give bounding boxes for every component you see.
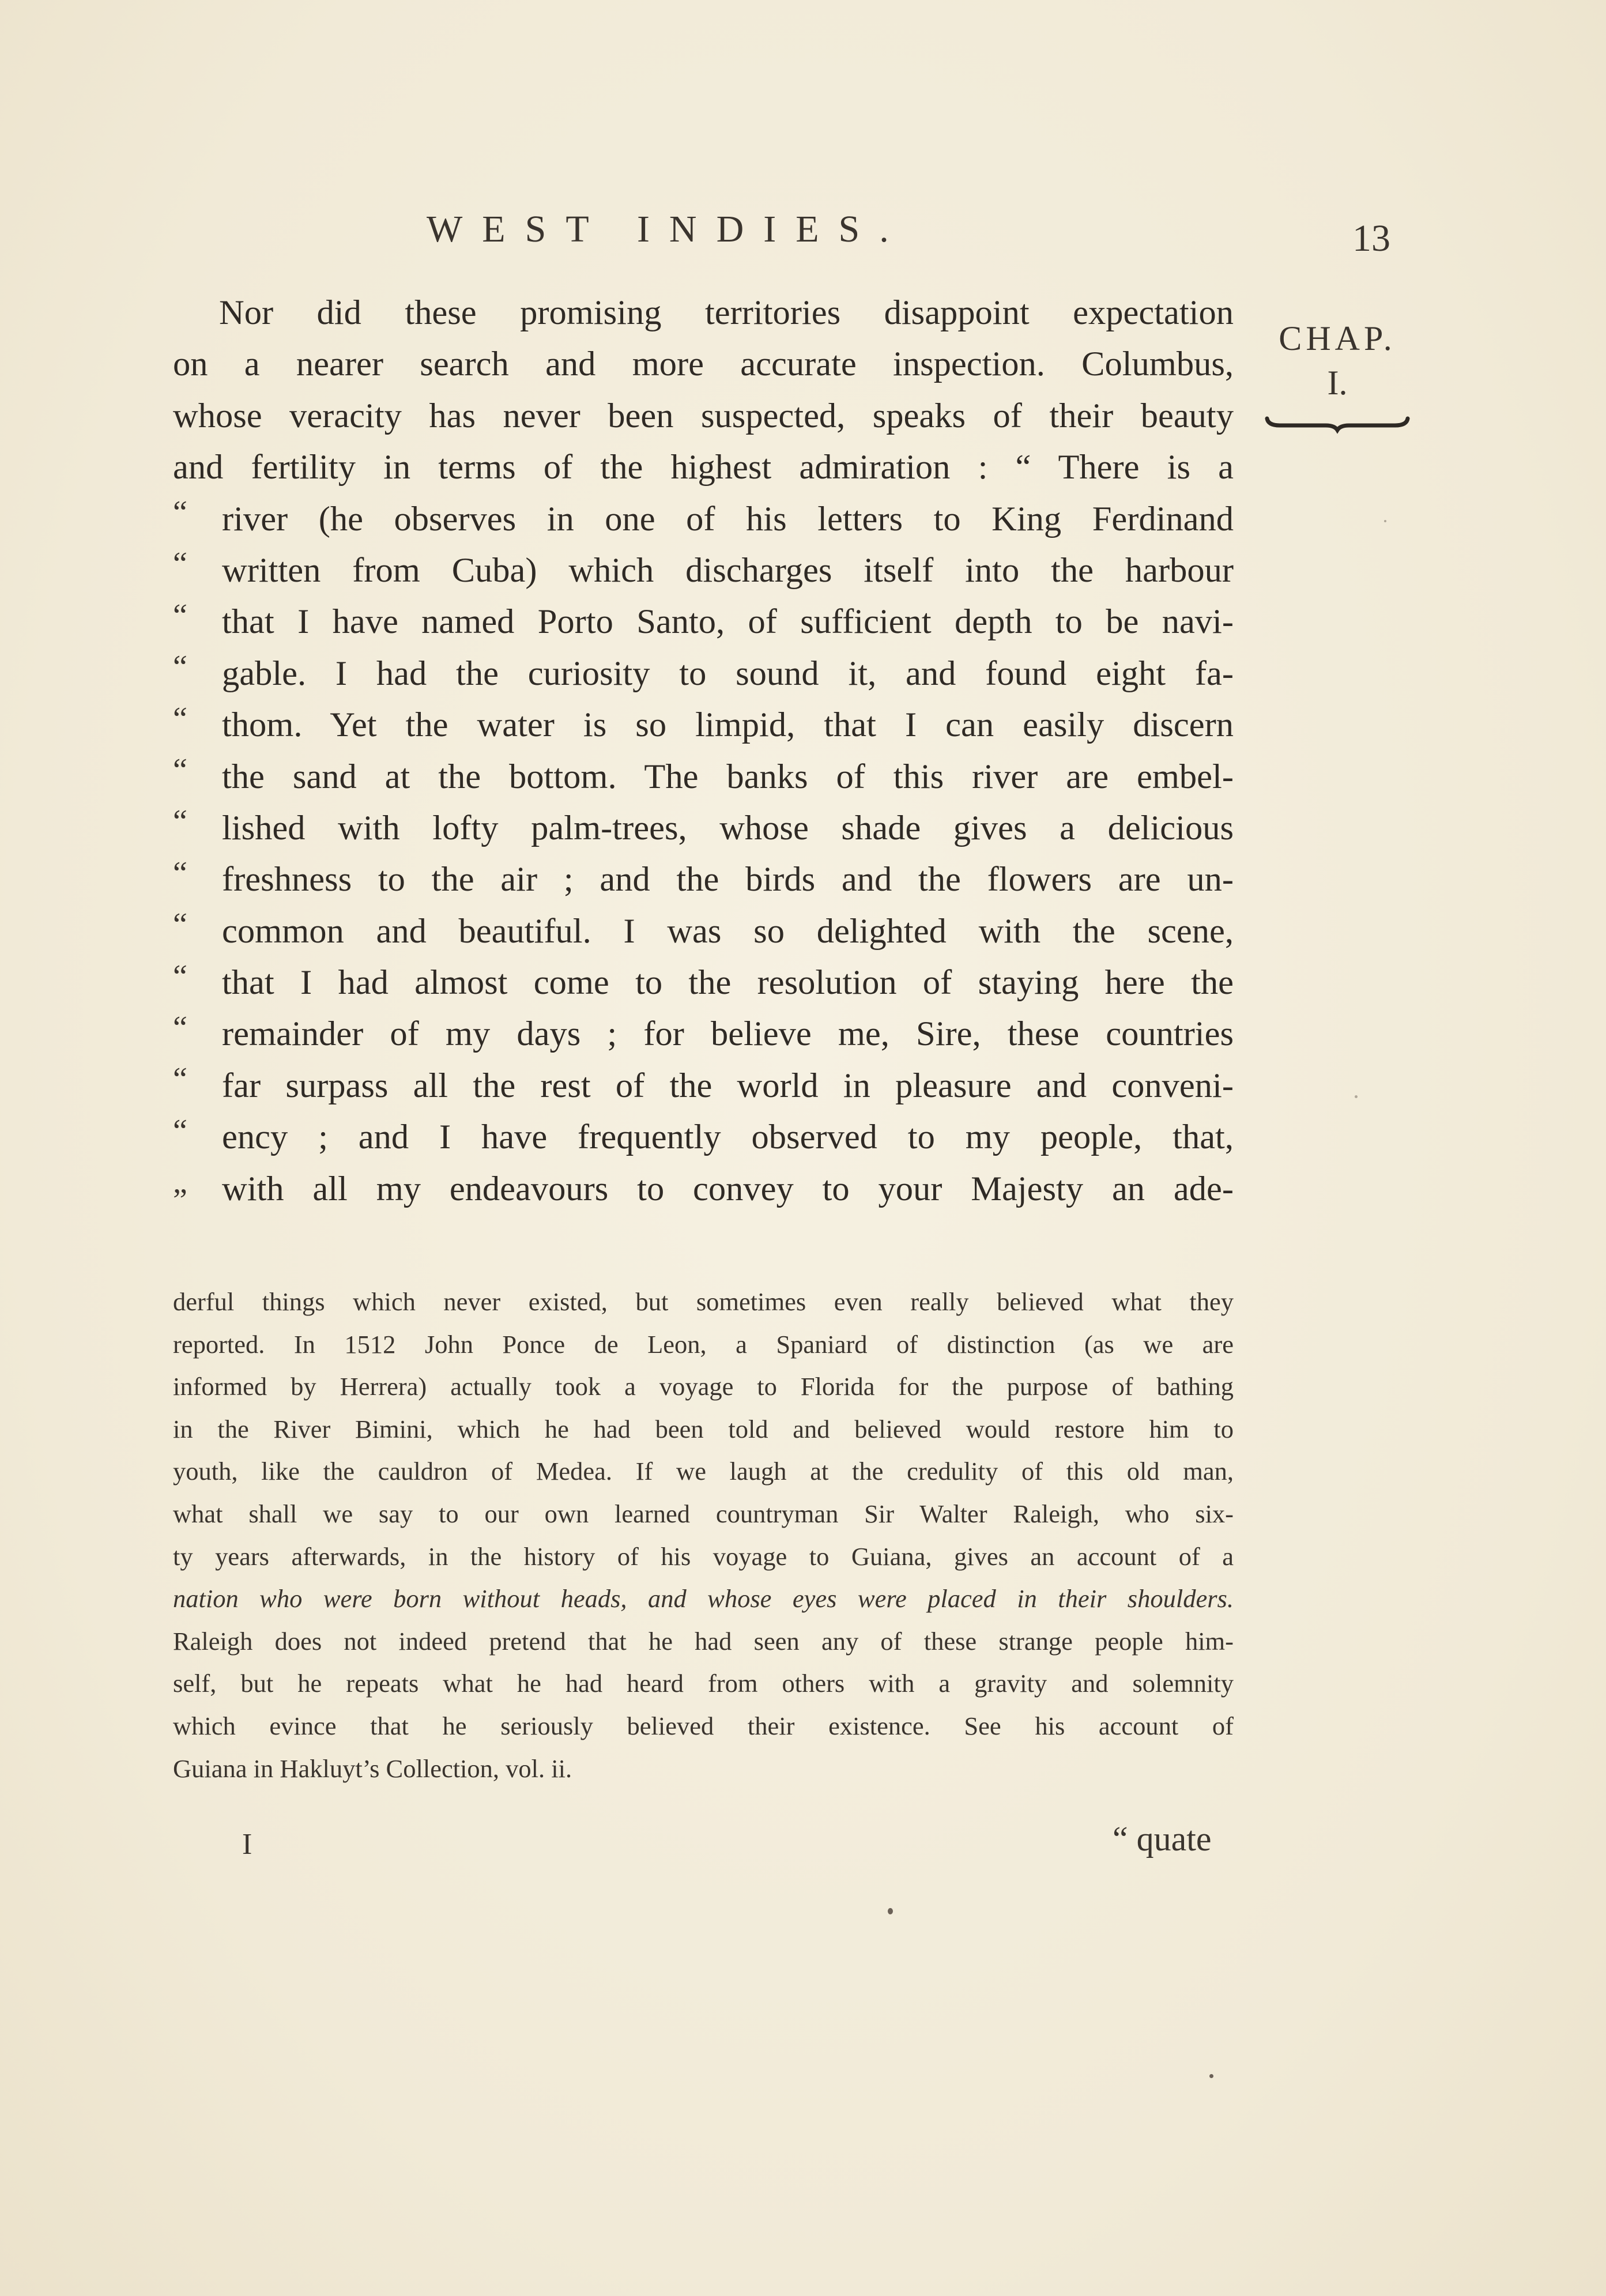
- footnote-line: informed by Herrera) actually took a voyage to Florida for the purpose of bathing: [173, 1372, 1234, 1401]
- footnote-line: youth, like the cauldron of Medea. If we laugh at the credulity of this old man,: [173, 1457, 1234, 1486]
- quote-mark: “: [173, 598, 187, 634]
- footnote-line: self, but he repeats what he had heard from others with a gravity and solemnity: [173, 1669, 1234, 1698]
- text-line: river (he observes in one of his letters to King Ferdinand: [222, 499, 1234, 538]
- quote-mark: „: [173, 1164, 187, 1200]
- text-line: thom. Yet the water is so limpid, that I can easily discern: [222, 706, 1234, 745]
- text-line: gable. I had the curiosity to sound it, and found eight fa-: [222, 654, 1234, 693]
- running-title: WEST INDIES.: [427, 208, 908, 250]
- text-line: common and beautiful. I was so delighted with the scene,: [222, 911, 1234, 951]
- text-line: far surpass all the rest of the world in pleasure and conveni-: [222, 1066, 1234, 1105]
- text-line: freshness to the air ; and the birds and the flowers are un-: [222, 860, 1234, 899]
- quote-mark: “: [173, 1061, 187, 1097]
- text-line: that I have named Porto Santo, of sufficient depth to be navi-: [222, 602, 1234, 642]
- text-line: Nor did these promising territories disappoint expectation: [219, 293, 1234, 332]
- text-line: whose veracity has never been suspected, speaks of their beauty: [173, 396, 1234, 435]
- quote-mark: “: [173, 855, 187, 891]
- quote-mark: “: [173, 495, 187, 530]
- paper-speck: [1209, 2074, 1213, 2078]
- page-number: 13: [1352, 217, 1390, 259]
- footnote-block: [173, 1281, 1234, 1790]
- footnote-line: nation who were born without heads, and whose eyes were placed in their shoulders.: [173, 1584, 1234, 1613]
- text-line: written from Cuba) which discharges itself into the harbour: [222, 551, 1234, 590]
- quote-mark: “: [173, 649, 187, 685]
- text-line: and fertility in terms of the highest admiration : “ There is a: [173, 448, 1234, 487]
- text-line: ency ; and I have frequently observed to my people, that,: [222, 1118, 1234, 1157]
- text-line: that I had almost come to the resolution of staying here the: [222, 963, 1234, 1002]
- text-line: the sand at the bottom. The banks of this river are embel-: [222, 757, 1234, 796]
- paper-speck: [1355, 1095, 1358, 1098]
- footnote-line: which evince that he seriously believed their existence. See his account of: [173, 1711, 1234, 1740]
- chapter-brace-ornament: [1262, 413, 1412, 436]
- quote-mark: “: [173, 804, 187, 839]
- quote-mark: “: [173, 1010, 187, 1046]
- footnote-line: reported. In 1512 John Ponce de Leon, a Spaniard of distinction (as we are: [173, 1329, 1234, 1359]
- quote-mark: “: [173, 546, 187, 582]
- catchword: “ quate: [1113, 1820, 1212, 1858]
- quote-mark: “: [173, 752, 187, 788]
- footnote-line: ty years afterwards, in the history of his voyage to Guiana, gives an account of a: [173, 1541, 1234, 1571]
- text-line: lished with lofty palm-trees, whose shade gives a delicious: [222, 808, 1234, 847]
- footnote-line: what shall we say to our own learned countryman Sir Walter Raleigh, who six-: [173, 1499, 1234, 1528]
- paper-speck: [888, 1908, 893, 1914]
- paper-speck: [1384, 520, 1386, 522]
- chapter-marginal-note: [1257, 318, 1418, 436]
- footnote-line: in the River Bimini, which he had been told and believed would restore him to: [173, 1414, 1234, 1443]
- text-line: remainder of my days ; for believe me, Sire, these countries: [222, 1015, 1234, 1054]
- quote-mark: “: [173, 1113, 187, 1149]
- signature-mark: I: [242, 1828, 252, 1861]
- chap-label: CHAP.: [1279, 319, 1396, 357]
- chap-number: I.: [1327, 364, 1348, 402]
- text-line: on a nearer search and more accurate inspection. Columbus,: [173, 345, 1234, 384]
- main-text-block: [173, 287, 1234, 1215]
- quote-mark: “: [173, 907, 187, 942]
- footnote-line: derful things which never existed, but sometimes even really believed what they: [173, 1287, 1234, 1316]
- footnote-line: Guiana in Hakluyt’s Collection, vol. ii.: [173, 1754, 572, 1783]
- text-line: with all my endeavours to convey to your Majesty an ade-: [222, 1169, 1234, 1208]
- quote-mark: “: [173, 959, 187, 994]
- footnote-line: Raleigh does not indeed pretend that he had seen any of these strange people him-: [173, 1626, 1234, 1656]
- quote-mark: “: [173, 701, 187, 737]
